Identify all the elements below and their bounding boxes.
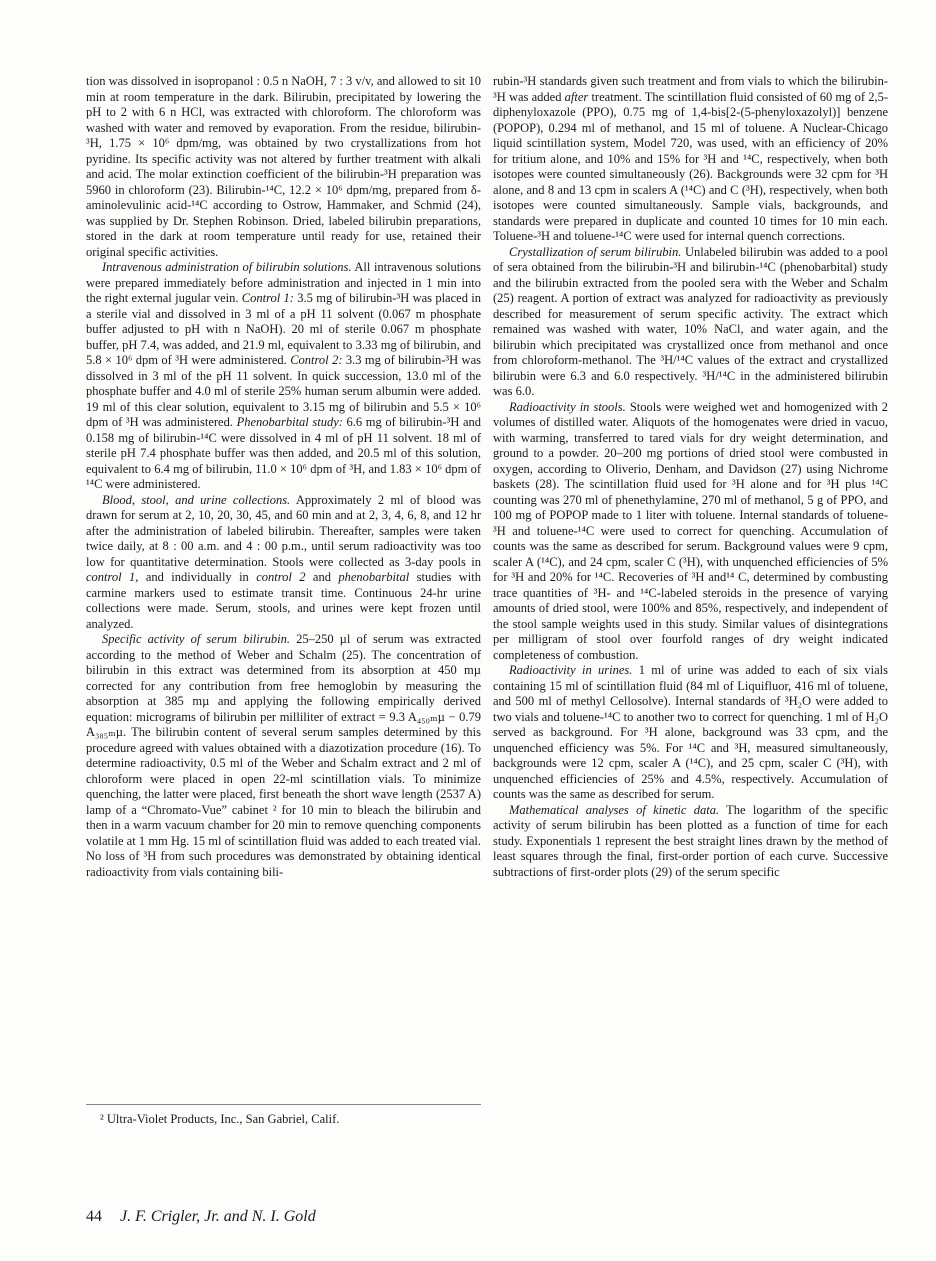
paragraph-stools <box>493 400 888 664</box>
text-run: studies with carmine markers used to estimate transit time. Continuous 24-hr urine collections were made. Serum, stools, and urines were kept frozen until analyzed. <box>86 570 481 631</box>
text-run: Stools were weighed wet and homogenized with 2 volumes of distilled water. Aliquots of the homogenates were dried in vacuo, with warming, transferred to tared vials for dry weight determination, and ground to a powder. 20–200 mg portions of dried stool were combusted in oxygen, according to Oliverio, Denham, and Davidson (27) using Nichrome baskets (28). The scintillation fluid used for ³H alone and for ³H plus ¹⁴C counting was 270 ml of phenethylamine, 270 ml of methanol, 5 g of PPO, and 100 mg of POPOP made to 1 liter with toluene. Internal standards of toluene-³H and toluene-¹⁴C were used to correct for quenching. Accumulation of counts was the same as described for serum. Background values were 9 cpm, scaler A (¹⁴C), and 24 cpm, scaler C (³H), with unquenched efficiencies of 5% for ³H and 20% for ¹⁴C. Recoveries of ³H and¹⁴ C, determined by combusting trace quantities of ³H- and ¹⁴C-labeled steroids in the presence of varying amounts of dried stool, were 100% and 85%, respectively, and independent of the stool sample weights used in this study. Similar values of disintegrations per milligram of stool over fourfold ranges of dry weight indicated completeness of combustion. <box>493 399 888 662</box>
label-control-1: Control 1: <box>241 291 294 305</box>
emphasis-after: after <box>564 89 589 104</box>
text-run: 1 ml of urine was added to each of six vials containing 15 ml of scintillation fluid (84 ml of Liquifluor, 416 ml of toluene, and 500 ml of methyl Cellosolve). Internal standards of ³H₂O were added to two vials and toluene-¹⁴C to another two to correct for quenching. 1 ml of H₂O served as background. For ³H alone, background was 33 cpm, and the unquenched efficiency was 5%. For ¹⁴C and ³H, measured simultaneously, backgrounds were 12 cpm, scaler A (¹⁴C), and 25 cpm, scaler C (³H), with unquenched efficiencies of 25% and 4.5%, respectively. Accumulation of counts was the same as described for serum. <box>493 663 888 801</box>
label-phenobarbital-study: Phenobarbital study: <box>236 415 343 429</box>
section-heading: Crystallization of serum bilirubin. <box>509 244 682 259</box>
paragraph-scintillation-continued <box>493 74 888 245</box>
label-control-1: control 1, <box>86 570 139 584</box>
page-number: 44 <box>86 1208 102 1225</box>
text-run: All intravenous solutions were prepared immediately before administration and injected in 1 min into the right external jugular vein. <box>86 260 481 305</box>
text-run: 25–250 µl of serum was extracted according to the method of Weber and Schalm (25). The concentration of bilirubin in this extract was determined from its absorption at 450 mµ corrected for any contribution from free hemoglobin by measuring the absorption at 385 mµ and applying the following empirically derived equation: micrograms of bilirubin per milliliter of extract = 9.3 A₄₅₀ₘµ − 0.79 A₃₈₅ₘµ. The bilirubin content of several serum samples determined by this procedure agreed with values obtained with a diazotization procedure (16). To determine radioactivity, 0.5 ml of the Weber and Schalm extract and 2 ml of chloroform were placed in open 22-ml scintillation vials. To minimize quenching, the latter were placed, first beneath the short wave length (2537 A) lamp of a “Chromato-Vue” cabinet ² for 10 min to bleach the bilirubin and then in a warm vacuum chamber for 20 min to remove quenching components volatile at 1 mm Hg. 15 ml of scintillation fluid was added to each treated vial. No loss of ³H from such procedures was demonstrated by obtaining identical radioactivity from vials containing bili- <box>86 632 481 879</box>
footnote-divider <box>86 1104 481 1105</box>
paragraph-kinetic-analysis <box>493 803 888 881</box>
label-control-2: control 2 <box>256 570 306 584</box>
text-run: 3.3 mg of bilirubin-³H was dissolved in 3 ml of the pH 11 solvent. In quick succession, 13.0 ml of the phosphate buffer and 4.0 ml of sterile 25% human serum albumin were added. 19 ml of this clear solution, equivalent to 3.15 mg of bilirubin and 5.5 × 10⁶ dpm of ³H was administered. <box>86 353 481 429</box>
label-control-2: Control 2: <box>290 353 343 367</box>
section-heading: Mathematical analyses of kinetic data. <box>509 802 720 817</box>
text-run: Approximately 2 ml of blood was drawn for serum at 2, 10, 20, 30, 45, and 60 min and at 2, 3, 4, 6, 8, and 12 hr after the administration of labeled bilirubin. Thereafter, samples were taken twice daily, at 8 : 00 a.m. and 4 : 00 p.m., until serum radioactivity was too low for quantitative determination. Stools were collected as 3-day pools in <box>86 492 481 569</box>
section-heading: Radioactivity in urines. <box>509 663 633 677</box>
section-heading: Intravenous administration of bilirubin solutions. <box>102 260 352 274</box>
text-run: treatment. The scintillation fluid consisted of 60 mg of 2,5-diphenyloxazole (PPO), 0.75 mg of 1,4-bis[2-(5-phenyloxazolyl)] benzene (POPOP), 0.294 ml of methanol, and 15 ml of toluene. A Nuclear-Chicago liquid scintillation system, Model 720, was used, with an efficiency of 20% for tritium alone, and 10% and 15% for ³H and ¹⁴C, respectively, when both isotopes were counted simultaneously (26). Backgrounds were 32 cpm for ³H alone, and 8 and 13 cpm in scalers A (¹⁴C) and C (³H), respectively, when both isotopes were counted simultaneously. Sample vials, backgrounds, and standards were prepared in duplicate and counted 10 times for 10 min each. Toluene-³H and toluene-¹⁴C were used for internal quench corrections. <box>493 89 888 243</box>
page-footer <box>86 1208 316 1226</box>
text-run: rubin-³H standards given such treatment and from vials to which the bilirubin-³H was added <box>493 74 888 104</box>
section-heading: Radioactivity in stools. <box>509 399 626 414</box>
paragraph-collections <box>86 493 481 633</box>
section-heading: Specific activity of serum bilirubin. <box>102 632 290 646</box>
paragraph-crystallization <box>493 245 888 400</box>
text-run: and <box>305 570 339 584</box>
paragraph-specific-activity <box>86 632 481 880</box>
text-run: Unlabeled bilirubin was added to a pool of sera obtained from the bilirubin-³H and bilirubin-¹⁴C (phenobarbital) study and the bilirubin extracted from the pooled sera with the Weber and Schalm (25) reagent. A portion of extract was analyzed for radioactivity as previously described for measurement of serum specific activity. The extract which remained was washed with water, 10% NaCl, and water again, and the bilirubin which precipitated was crystallized once from methanol and once from chloroform-methanol. The ³H/¹⁴C values of the extract and crystallized bilirubin were 6.3 and 6.0 respectively. ³H/¹⁴C in the administered bilirubin was 6.0. <box>493 244 888 398</box>
text-run: The logarithm of the specific activity of serum bilirubin has been plotted as a function of time for each study. Exponentials 1 represent the best straight lines drawn by the method of least squares through the final, first-order portion of each curve. Successive subtractions of first-order plots (29) of the serum specific <box>493 802 888 879</box>
text-run: 6.6 mg of bilirubin-³H and 0.158 mg of bilirubin-¹⁴C were dissolved in 4 ml of pH 11 solvent. 18 ml of sterile pH 7.4 phosphate buffer was then added, and 20.5 ml of this solution, equivalent to 6.4 mg of bilirubin, 11.0 × 10⁶ dpm of ³H, and 1.83 × 10⁶ dpm of ¹⁴C were administered. <box>86 415 481 491</box>
right-column <box>493 74 888 880</box>
running-authors: J. F. Crigler, Jr. and N. I. Gold <box>120 1208 316 1225</box>
section-heading: Blood, stool, and urine collections. <box>102 492 291 507</box>
text-run: 3.5 mg of bilirubin-³H was placed in a sterile vial and dissolved in 3 ml of a pH 11 solvent (0.067 m phosphate buffer adjusted to pH with n NaOH). 20 ml of sterile 0.067 m phosphate buffer, pH 7.4, was added, and 21.9 ml, equivalent to 3.33 mg of bilirubin, and 5.8 × 10⁶ dpm of ³H were administered. <box>86 291 481 367</box>
footnote: ² Ultra-Violet Products, Inc., San Gabriel, Calif. <box>100 1112 340 1126</box>
paragraph-urines <box>493 663 888 803</box>
text-run: and individually in <box>138 570 257 584</box>
label-phenobarbital: phenobarbital <box>338 570 410 584</box>
paragraph-intravenous-administration <box>86 260 481 493</box>
paragraph-method-continued: tion was dissolved in isopropanol : 0.5 n NaOH, 7 : 3 v/v, and allowed to sit 10 min at room temperature in the dark. Bilirubin, precipitated by lowering the pH to 2 with 6 n HCl, was extracted with chloroform. The chloroform was washed with water and removed by evaporation. From the residue, bilirubin-³H, 1.75 × 10⁶ dpm/mg, was obtained by two crystallizations from hot pyridine. Its specific activity was not altered by further treatment with alkali and acid. The molar extinction coefficient of the bilirubin-³H preparation was 5960 in chloroform (23). Bilirubin-¹⁴C, 12.2 × 10⁶ dpm/mg, prepared from δ-aminolevulinic acid-¹⁴C according to Ostrow, Hammaker, and Schmid (24), was supplied by Dr. Stephen Robinson. Dried, labeled bilirubin preparations, stored in the dark at room temperature until ready for use, retained their original specific activities. <box>86 74 481 259</box>
left-column <box>86 74 481 880</box>
